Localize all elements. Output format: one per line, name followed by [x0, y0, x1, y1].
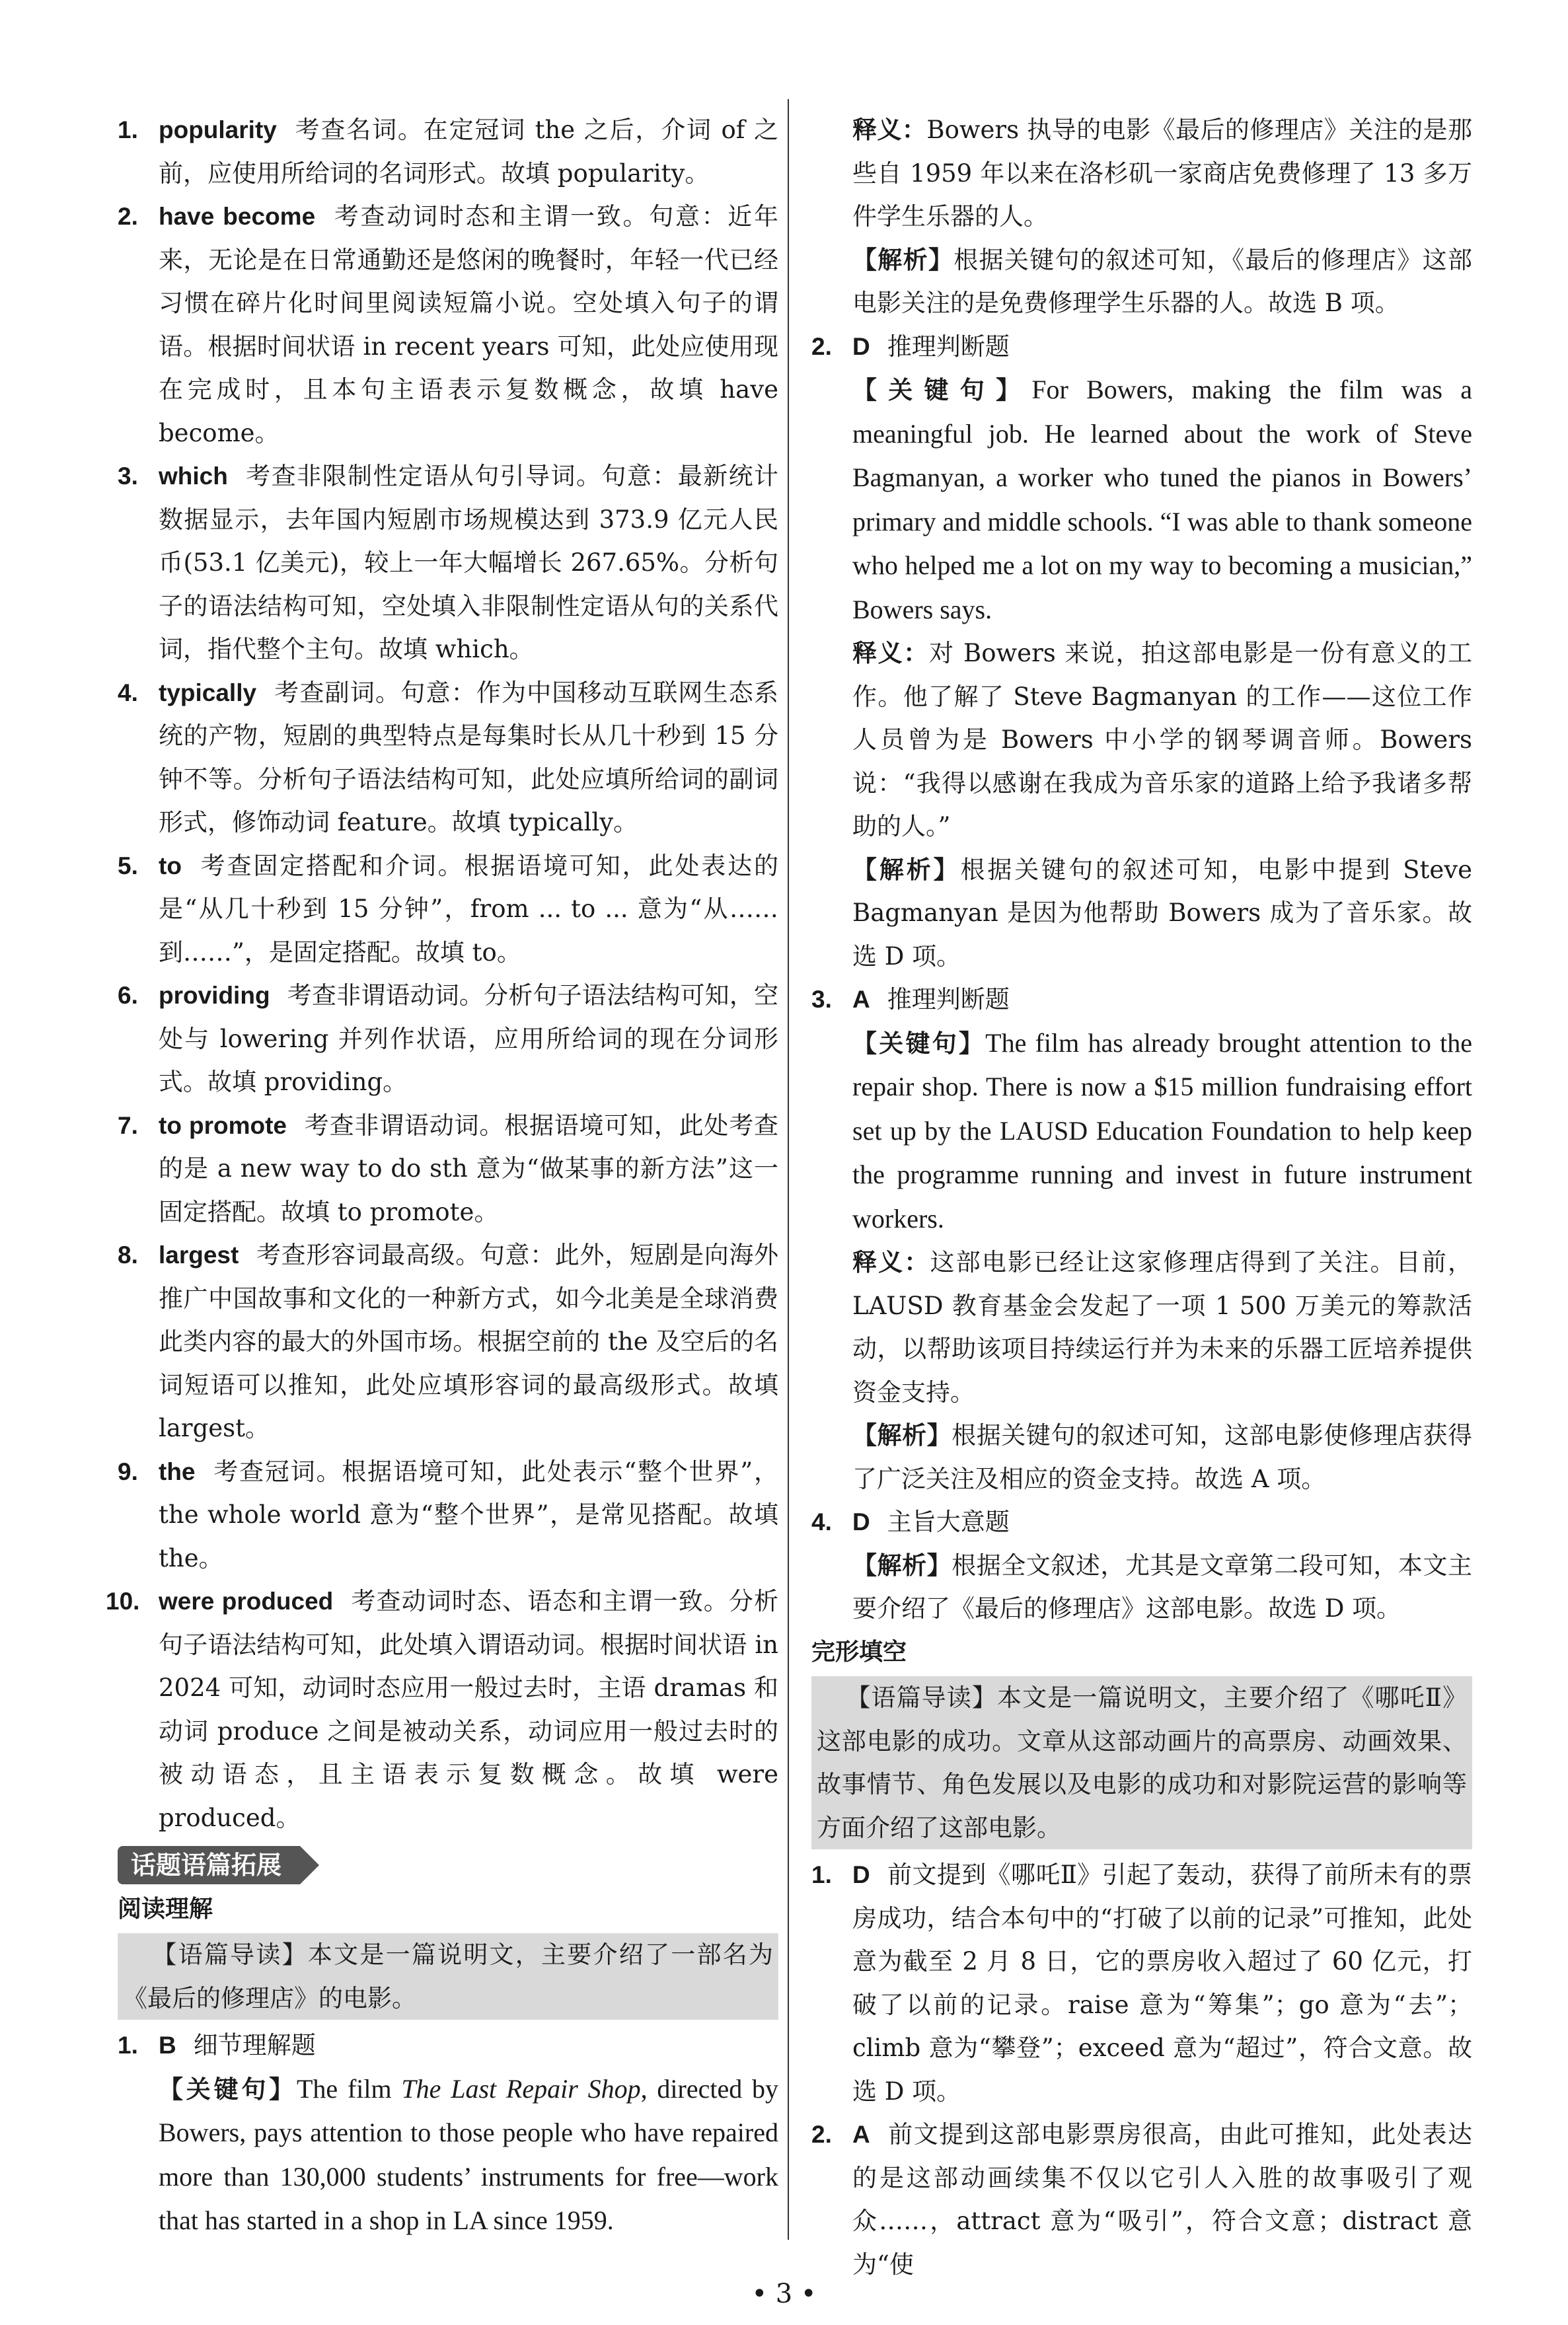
q-number: 6.: [118, 982, 138, 1009]
analysis-label: 【解析】: [852, 245, 954, 274]
q-answer: largest: [159, 1241, 239, 1269]
analysis-text: 根据关键句的叙述可知，这部电影使修理店获得了广泛关注及相应的资金支持。故选 A 项。: [852, 1421, 1473, 1493]
q-answer: A: [852, 986, 870, 1013]
q-number: 2.: [118, 203, 138, 230]
q1-analysis: [811, 239, 1472, 325]
q-type: 细节理解题: [193, 2031, 316, 2059]
reading-q4: [811, 1500, 1472, 1544]
q-answer: have become: [159, 203, 316, 230]
analysis-label: 【解析】: [852, 855, 961, 884]
grammar-answer-item: [118, 1450, 778, 1580]
grammar-answer-item: [118, 455, 778, 671]
q-number: 3.: [811, 986, 832, 1013]
q-answer: which: [159, 462, 228, 490]
q-number: 8.: [118, 1241, 138, 1269]
cloze-q2: [811, 2113, 1472, 2286]
q-answer: D: [852, 332, 870, 360]
q-answer: D: [852, 1508, 870, 1535]
right-column: [811, 108, 1472, 2286]
q-explanation: 前文提到这部电影票房很高，由此可推知，此处表达的是这部动画续集不仅以它引人入胜的故事吸引了观众……，attract 意为“吸引”，符合文意；distract 意为“使: [852, 2120, 1472, 2279]
q-explanation: 考查名词。在定冠词 the 之后，介词 of 之前，应使用所给词的名词形式。故填 popularity。: [159, 116, 778, 188]
q-answer: D: [852, 1861, 870, 1888]
reading-q1: [118, 2024, 778, 2067]
reading-intro-box: 【语篇导读】本文是一篇说明文，主要介绍了一部名为《最后的修理店》的电影。: [118, 1933, 778, 2020]
q3-analysis: [811, 1414, 1472, 1500]
left-column: [106, 108, 779, 2243]
reading-heading: 阅读理解: [118, 1895, 213, 1923]
grammar-answer-item: [118, 844, 778, 975]
grammar-answer-item: [118, 1104, 778, 1234]
analysis-text: 根据全文叙述，尤其是文章第二段可知，本文主要介绍了《最后的修理店》这部电影。故选 D 项。: [852, 1551, 1473, 1623]
q2-key: [811, 368, 1472, 632]
meaning-text: 这部电影已经让这家修理店得到了关注。目前，LAUSD 教育基金会发起了一项 1 500 万美元的筹款活动，以帮助该项目持续运行并为未来的乐器工匠培养提供资金支持。: [852, 1248, 1473, 1407]
grammar-answer-item: [118, 974, 778, 1104]
q-number: 2.: [811, 2121, 832, 2148]
q-number: 3.: [118, 462, 138, 490]
q-explanation: 考查冠词。根据语境可知，此处表示“整个世界”，the whole world 意为“整个世界”，是常见搭配。故填 the。: [159, 1457, 778, 1572]
grammar-answer-item: [118, 671, 778, 844]
key-label: 【关键句】: [852, 376, 1032, 404]
q-explanation: 考查动词时态和主谓一致。句意：近年来，无论是在日常通勤还是悠闲的晚餐时，年轻一代已经习惯在碎片化时间里阅读短篇小说。空处填入句子的谓语。根据时间状语 in recent years 可知，此处应使用现在完成时，且本句主语表示复数概念，故填 have become。: [159, 202, 779, 447]
grammar-answer-item: [118, 195, 778, 455]
grammar-answer-item: [118, 108, 778, 195]
q-answer: providing: [159, 982, 270, 1009]
q-answer: were produced: [159, 1588, 334, 1615]
q-explanation: 前文提到《哪吒Ⅱ》引起了轰动，获得了前所未有的票房成功，结合本句中的“打破了以前的记录”可推知，此处意为截至 2 月 8 日，它的票房收入超过了 60 亿元，打破了以前的记录。raise 意为“筹集”；go 意为“去”；climb 意为“攀登”；exceed 意为“超过”，符合文意。故选 D 项。: [852, 1861, 1472, 2106]
q-type: 推理判断题: [887, 985, 1010, 1014]
q-number: 2.: [811, 332, 832, 360]
cloze-intro-box: 【语篇导读】本文是一篇说明文，主要介绍了《哪吒Ⅱ》这部电影的成功。文章从这部动画片的高票房、动画效果、故事情节、角色发展以及电影的成功和对影院运营的影响等方面介绍了这部电影。: [811, 1676, 1472, 1849]
q-answer: the: [159, 1458, 196, 1485]
q-explanation: 考查动词时态、语态和主谓一致。分析句子语法结构可知，此处填入谓语动词。根据时间状语 in 2024 可知，动词时态应用一般过去时，主语 dramas 和动词 produce 之间是被动关系，动词应用一般过去时的被动语态，且主语表示复数概念。故填 were produced。: [159, 1587, 778, 1832]
q-number: 10.: [106, 1588, 140, 1615]
q-number: 1.: [118, 116, 138, 143]
q-number: 4.: [811, 1508, 832, 1535]
q-explanation: 考查非限制性定语从句引导词。句意：最新统计数据显示，去年国内短剧市场规模达到 373.9 亿元人民币(53.1 亿美元)，较上一年大幅增长 267.65%。分析句子的语法结构可知，空处填入非限制性定语从句的关系代词，指代整个主句。故填 which。: [159, 462, 778, 663]
q1-meaning: [811, 108, 1472, 239]
meaning-text: 对 Bowers 来说，拍这部电影是一份有意义的工作。他了解了 Steve Bagmanyan 的工作——这位工作人员曾为是 Bowers 中小学的钢琴调音师。Bowers 说：“我得以感谢在我成为音乐家的道路上给予我诸多帮助的人。”: [852, 639, 1472, 840]
key-label: 【关键句】: [159, 2075, 297, 2104]
reading-q3: [811, 978, 1472, 1021]
meaning-label: 释义：: [852, 639, 929, 667]
cloze-heading: 完形填空: [811, 1638, 907, 1666]
analysis-label: 【解析】: [852, 1421, 952, 1450]
q-number: 7.: [118, 1111, 138, 1139]
q2-analysis: [811, 848, 1472, 978]
key-text: For Bowers, making the film was a meaningful job. He learned about the work of Steve Bagmanyan, a worker who tuned the pianos in Bowers’ primary and middle schools. “I was able to thank someone who helped me a lot on my way to becoming a musician,” Bowers says.: [852, 375, 1472, 624]
reading-q2: [811, 325, 1472, 369]
meaning-label: 释义：: [852, 1248, 930, 1276]
analysis-label: 【解析】: [852, 1551, 952, 1580]
q-answer: typically: [159, 679, 257, 706]
q-explanation: 考查非谓语动词。根据语境可知，此处考查的是 a new way to do sth 意为“做某事的新方法”这一固定搭配。故填 to promote。: [159, 1111, 779, 1226]
key-text: The film: [296, 2073, 402, 2104]
q-number: 4.: [118, 679, 138, 706]
section-banner: 话题语篇拓展: [118, 1846, 300, 1884]
key-text: The film has already brought attention to the repair shop. There is now a $15 million fundraising effort set up by the LAUSD Education Foundation to help keep the programme running and invest in future instrument workers.: [852, 1027, 1472, 1234]
q-explanation: 考查副词。句意：作为中国移动互联网生态系统的产物，短剧的典型特点是每集时长从几十秒到 15 分钟不等。分析句子语法结构可知，此处应填所给词的副词形式，修饰动词 feature。故填 typically。: [159, 678, 778, 836]
key-text: , directed by Bowers, pays attention to those people who have repaired more than 130,000 students’ instruments for free—work that has started in a shop in LA since 1959.: [159, 2073, 779, 2235]
grammar-answer-item: [118, 1234, 778, 1450]
analysis-text: 根据关键句的叙述可知，电影中提到 Steve Bagmanyan 是因为他帮助 Bowers 成为了音乐家。故选 D 项。: [852, 855, 1473, 971]
q-answer: to: [159, 852, 182, 879]
q-explanation: 考查非谓语动词。分析句子语法结构可知，空处与 lowering 并列作状语，应用所给词的现在分词形式。故填 providing。: [159, 981, 778, 1096]
q4-analysis: [811, 1544, 1472, 1631]
q3-key: [811, 1021, 1472, 1241]
q-explanation: 考查固定搭配和介词。根据语境可知，此处表达的是“从几十秒到 15 分钟”，from ... to ... 意为“从……到……”，是固定搭配。故填 to。: [159, 851, 778, 967]
column-divider: [788, 99, 789, 2240]
film-title: The Last Repair Shop: [401, 2073, 641, 2104]
q-number: 1.: [118, 2032, 138, 2059]
q3-meaning: [811, 1241, 1472, 1414]
q-number: 1.: [811, 1861, 832, 1888]
grammar-answers: [106, 108, 779, 1839]
q-explanation: 考查形容词最高级。句意：此外，短剧是向海外推广中国故事和文化的一种新方式，如今北美是全球消费此类内容的最大的外国市场。根据空前的 the 及空后的名词短语可以推知，此处应填形容词的最高级形式。故填 largest。: [159, 1241, 778, 1442]
q-type: 主旨大意题: [887, 1508, 1010, 1536]
key-label: 【关键句】: [852, 1029, 986, 1058]
reading-q1-key: [118, 2067, 778, 2243]
meaning-label: 释义：: [852, 116, 927, 144]
cloze-q1: [811, 1853, 1472, 2113]
q-answer: B: [159, 2032, 176, 2059]
grammar-answer-item: [106, 1580, 778, 1839]
analysis-text: 根据关键句的叙述可知，《最后的修理店》这部电影关注的是免费修理学生乐器的人。故选 B 项。: [852, 245, 1472, 317]
q-answer: to promote: [159, 1111, 287, 1139]
q-number: 5.: [118, 852, 138, 879]
q-answer: A: [852, 2121, 870, 2148]
q-number: 9.: [118, 1458, 138, 1485]
q2-meaning: [811, 632, 1472, 848]
q-answer: popularity: [159, 116, 277, 143]
meaning-text: Bowers 执导的电影《最后的修理店》关注的是那些自 1959 年以来在洛杉矶一家商店免费修理了 13 多万件学生乐器的人。: [852, 116, 1473, 231]
page-number: • 3 •: [751, 2279, 817, 2309]
q-type: 推理判断题: [887, 332, 1010, 361]
